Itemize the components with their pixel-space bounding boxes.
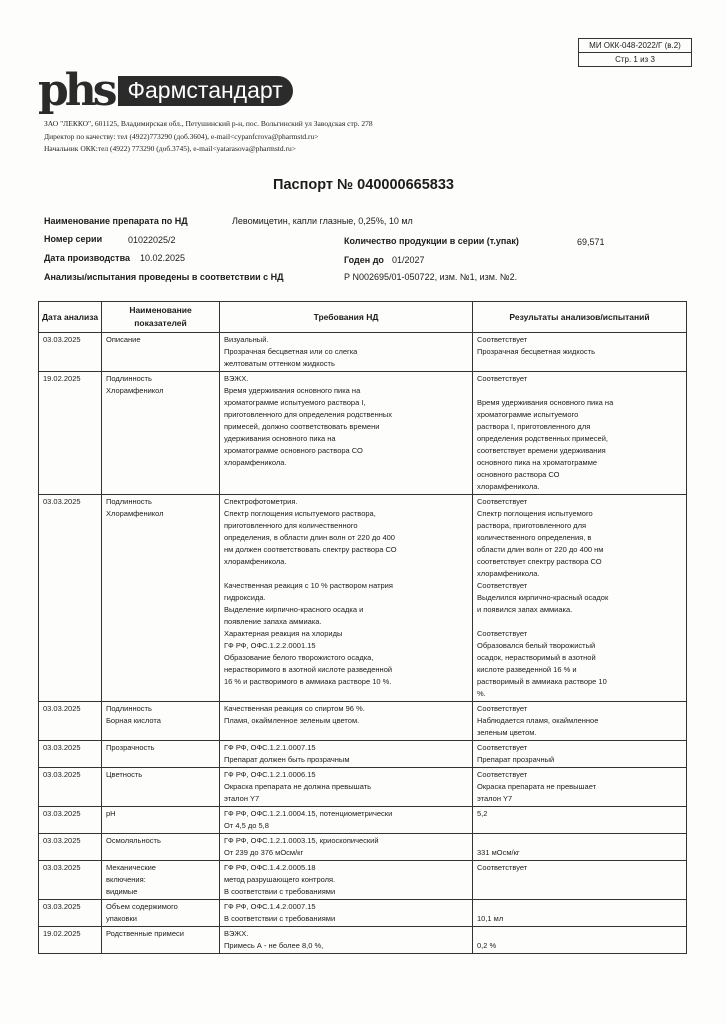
cell-line: Препарат должен быть прозрачным [224,755,350,764]
cell-line: Подлинность [106,374,152,383]
cell-line: Характерная реакция на хлориды [224,629,343,638]
cell-line: ГФ РФ, ОФС.1.2.2.0001.15 [224,641,316,650]
cell-line: осадок, нерастворимый в азотной [477,653,596,662]
series-label: Номер серии [44,234,103,244]
cell-results [473,495,687,702]
quantity-label: Количество продукции в серии (т.упак) [344,236,519,246]
cell-results [473,333,687,372]
quality-director-contact: Директор по качеству: тел (4922)773290 (доб.3604), e-mail<cypanfcrova@pharmstd.ru> [44,131,319,141]
cell-requirements [220,741,473,768]
cell-date: 03.03.2025 [39,741,102,768]
cell-line: В соответствии с требованиями [224,887,336,896]
cell-results [473,900,687,927]
cell-results [473,834,687,861]
cell-results [473,372,687,495]
cell-line: Окраска препарата не превышает [477,782,597,791]
cell-date: 03.03.2025 [39,900,102,927]
cell-date: 03.03.2025 [39,495,102,702]
cell-line: видимые [106,887,138,896]
cell-line: 16 % и растворимого в аммиака растворе 10 %. [224,677,392,686]
cell-line: pH [106,809,116,818]
cell-line: хлорамфеникола. [477,569,540,578]
cell-line: раствора, приготовленного для [477,521,587,530]
cell-line: Соответствует [477,335,528,344]
cell-line: Выделение кирпично-красного осадка и [224,605,364,614]
cell-line: Препарат прозрачный [477,755,555,764]
cell-line: ГФ РФ, ОФС.1.2.1.0004.15, потенциометрически [224,809,393,818]
table-row [39,927,687,954]
cell-line: ГФ РФ, ОФС.1.4.2.0005.18 [224,863,316,872]
cell-line: желтоватым оттенком жидкость [224,359,335,368]
cell-line: хлорамфеникола. [477,482,540,491]
cell-results [473,702,687,741]
qc-head-contact: Начальник ОКК:тел (4922) 773290 (доб.3745), e-mail<yatarasova@pharmstd.ru> [44,144,296,153]
cell-line [224,568,468,580]
cell-line: Хлорамфеникол [106,509,164,518]
nd-label: Анализы/испытания проведены в соответствии с НД [44,272,284,282]
cell-line: определения, в области длин волн от 220 до 400 [224,533,395,542]
document-code: МИ ОКК-048-2022/Г (в.2) [589,41,681,50]
cell-line: 10,1 мл [477,914,504,923]
header-date: Дата анализа [39,302,102,333]
production-date-label: Дата производства [44,253,130,263]
cell-line: Визуальный. [224,335,269,344]
cell-line: ГФ РФ, ОФС.1.2.1.0006.15 [224,770,316,779]
cell-line: Качественная реакция со спиртом 96 %. [224,704,365,713]
cell-indicator [102,741,220,768]
company-logo [38,65,293,116]
cell-line: приготовленного для количественного [224,521,358,530]
cell-line: Соответствует [477,581,528,590]
cell-indicator [102,807,220,834]
drug-label: Наименование препарата по НД [44,216,188,226]
cell-line: 331 мОсм/кг [477,848,520,857]
cell-requirements [220,768,473,807]
cell-line: хроматограмме основного раствора СО [224,446,363,455]
header-indicator: Наименование показателей [102,302,220,333]
cell-requirements [220,372,473,495]
cell-line: ГФ РФ, ОФС.1.2.1.0003.15, криоскопический [224,836,379,845]
drug-value: Левомицетин, капли глазные, 0,25%, 10 мл [232,216,413,226]
table-row [39,807,687,834]
cell-date: 19.02.2025 [39,372,102,495]
cell-line: Прозрачная бесцветная жидкость [477,347,595,356]
table-row [39,768,687,807]
cell-line: кислоте разведенной 16 % и [477,665,577,674]
cell-line: Наблюдается пламя, окаймленное [477,716,599,725]
cell-line: соответствует времени удерживания [477,446,606,455]
cell-indicator [102,861,220,900]
cell-results [473,741,687,768]
analysis-table [38,301,687,954]
quantity-value: 69,571 [577,237,605,247]
cell-line: хлорамфеникола. [224,557,287,566]
cell-date: 03.03.2025 [39,861,102,900]
cell-requirements [220,927,473,954]
expiry-value: 01/2027 [392,255,425,265]
cell-date: 03.03.2025 [39,834,102,861]
cell-line: ГФ РФ, ОФС.1.4.2.0007.15 [224,902,316,911]
cell-line: гидроксида. [224,593,266,602]
cell-results [473,768,687,807]
cell-indicator [102,372,220,495]
cell-line: Спектрофотометрия. [224,497,298,506]
cell-line: 0,2 % [477,941,497,950]
header-requirements: Требования НД [220,302,473,333]
cell-line: От 4,5 до 5,8 [224,821,269,830]
cell-line: основного пика на хроматограмме [477,458,598,467]
cell-line: Объем содержимого [106,902,178,911]
cell-line: Качественная реакция с 10 % раствором натрия [224,581,393,590]
cell-date: 03.03.2025 [39,807,102,834]
cell-results [473,861,687,900]
cell-line: Образование белого творожистого осадка, [224,653,374,662]
cell-line: Выделился кирпично-красный осадок [477,593,609,602]
cell-line: области длин волн от 220 до 400 нм [477,545,604,554]
cell-line: Хлорамфеникол [106,386,164,395]
cell-line: растворимый в аммиака растворе 10 [477,677,607,686]
series-value: 01022025/2 [128,235,176,245]
cell-line: хроматограмме испытуемого раствора I, [224,398,366,407]
cell-date: 03.03.2025 [39,333,102,372]
cell-line: Цветность [106,770,143,779]
page-number: Стр. 1 из 3 [579,52,691,66]
cell-line [477,385,682,397]
cell-line: соответствует спектру раствора СО [477,557,602,566]
cell-indicator [102,834,220,861]
cell-line: упаковки [106,914,137,923]
cell-line [477,928,682,940]
cell-line: Время удерживания основного пика на [477,398,614,407]
cell-line [477,616,682,628]
cell-line: %. [477,689,486,698]
cell-line: основного раствора СО [477,470,560,479]
cell-line: ВЭЖХ. [224,929,249,938]
cell-line: эталон Y7 [477,794,513,803]
cell-line: Подлинность [106,497,152,506]
cell-line: количественного определения, в [477,533,592,542]
table-row [39,741,687,768]
cell-line: Примесь А - не более 8,0 %, [224,941,324,950]
cell-line: Соответствует [477,374,528,383]
cell-line: Родственные примеси [106,929,184,938]
cell-line: хроматограмме испытуемого [477,410,579,419]
cell-indicator [102,702,220,741]
cell-line: Прозрачная бесцветная или со слегка [224,347,358,356]
document-code-box [578,38,692,67]
cell-requirements [220,495,473,702]
cell-requirements [220,807,473,834]
cell-line: примесей, должно соответствовать времени [224,422,380,431]
production-date-value: 10.02.2025 [140,253,186,263]
header-results: Результаты анализов/испытаний [473,302,687,333]
cell-line: Время удерживания основного пика на [224,386,361,395]
logo-brand: Фармстандарт [118,76,293,106]
cell-line: хлорамфеникола. [224,458,287,467]
company-contacts [44,118,373,156]
table-header-row [39,302,687,333]
cell-indicator [102,900,220,927]
cell-line: Осмоляльность [106,836,161,845]
cell-line: нм должен соответствовать спектру раствора СО [224,545,397,554]
cell-line: От 239 до 376 мОсм/кг [224,848,304,857]
cell-line: Пламя, окаймленное зеленым цветом. [224,716,360,725]
cell-line: эталон Y7 [224,794,260,803]
cell-indicator [102,495,220,702]
cell-line: Соответствует [477,497,528,506]
cell-line: включения: [106,875,146,884]
cell-line: Спектр поглощения испытуемого раствора, [224,509,376,518]
cell-line: определения родственных примесей, [477,434,608,443]
cell-line [477,901,682,913]
page-title: Паспорт № 040000665833 [273,177,454,193]
cell-line: В соответствии с требованиями [224,914,336,923]
table-row [39,333,687,372]
cell-requirements [220,861,473,900]
cell-line: Спектр поглощения испытуемого [477,509,593,518]
table-row [39,495,687,702]
cell-line: Подлинность [106,704,152,713]
cell-line: метод разрушающего контроля. [224,875,336,884]
table-row [39,372,687,495]
cell-results [473,927,687,954]
table-row [39,900,687,927]
cell-line: Образовался белый творожистый [477,641,596,650]
cell-line: раствора I, приготовленного для [477,422,591,431]
cell-line: появление запаха аммиака. [224,617,322,626]
cell-indicator [102,333,220,372]
cell-line: Прозрачность [106,743,155,752]
cell-date: 03.03.2025 [39,702,102,741]
cell-line: ГФ РФ, ОФС.1.2.1.0007.15 [224,743,316,752]
cell-indicator [102,927,220,954]
cell-line: ВЭЖХ. [224,374,249,383]
cell-line: Соответствует [477,863,528,872]
table-row [39,834,687,861]
cell-requirements [220,900,473,927]
cell-date: 03.03.2025 [39,768,102,807]
cell-line [477,835,682,847]
cell-requirements [220,702,473,741]
cell-line: Механические [106,863,156,872]
logo-mark: phs [38,65,114,116]
table-row [39,702,687,741]
cell-line: приготовленного для определения родственных [224,410,393,419]
cell-line: зеленым цветом. [477,728,537,737]
cell-requirements [220,333,473,372]
cell-line: Борная кислота [106,716,161,725]
cell-indicator [102,768,220,807]
cell-line: Соответствует [477,743,528,752]
cell-line: нерастворимого в азотной кислоте разведенной [224,665,393,674]
cell-results [473,807,687,834]
cell-line: Окраска препарата не должна превышать [224,782,372,791]
cell-line: Соответствует [477,770,528,779]
cell-line: и появился запах аммиака. [477,605,573,614]
cell-line: Описание [106,335,141,344]
cell-line: Соответствует [477,704,528,713]
cell-line: 5,2 [477,809,488,818]
cell-requirements [220,834,473,861]
cell-line: Соответствует [477,629,528,638]
cell-line: удерживания основного пика на [224,434,336,443]
company-address: ЗАО "ЛЕККО", 601125, Владимирская обл., Петушинский р-н, пос. Вольгинский ул Заводская стр. 278 [44,119,373,128]
table-row [39,861,687,900]
expiry-label: Годен до [344,255,384,265]
nd-value: Р N002695/01-050722, изм. №1, изм. №2. [344,272,518,282]
cell-date: 19.02.2025 [39,927,102,954]
